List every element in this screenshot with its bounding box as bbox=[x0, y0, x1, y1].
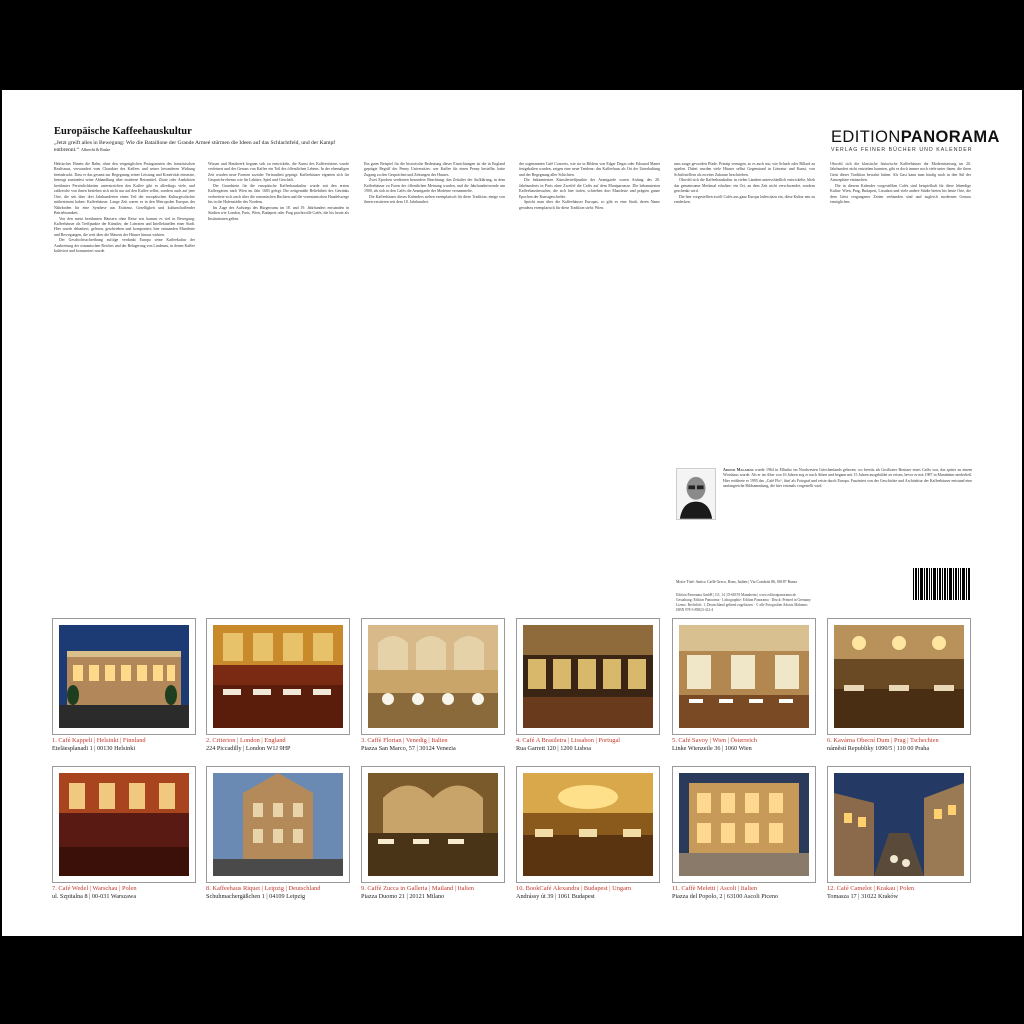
cafe-address: Piazza Duomo 21 | 20121 Milano bbox=[361, 893, 445, 900]
criterion-image bbox=[213, 625, 343, 728]
cafe-address: Andrássy út 39 | 1061 Budapest bbox=[516, 893, 595, 900]
cafe-photo bbox=[206, 618, 350, 735]
cafe-caption: 3. Caffè Florian | Venedig | Italien bbox=[361, 737, 448, 744]
paragraph: Von den meist berühmten Häusern ohne Reise erst kommt es viel in Bewegung: Kaffeehäuser als Treffpunkte der Künstler, der Literaten und Intellektuellen einer Stadt. Hier wurde debattiert, gelesen, geschrieben und komponiert; hier entstanden Manifeste und Bewegungen, die weit über die Mauern der Häuser hinaus wirkten. bbox=[54, 216, 195, 237]
cafe-caption: 8. Kaffeehaus Riquet | Leipzig | Deutschland bbox=[206, 885, 321, 892]
paragraph: Im Zuge des Aufstiegs des Bürgertums im 18. und 19. Jahrhundert entstanden in Städten wie London, Paris, Wien, Budapest oder Prag prachtvolle Cafés, die bis heute als Institutionen gelten. bbox=[208, 205, 349, 221]
cafe-caption: 7. Café Wedel | Warschau | Polen bbox=[52, 885, 137, 892]
cafe-thumbnail-5[interactable] bbox=[672, 618, 816, 752]
bookcafe-alexandra-image bbox=[523, 773, 653, 876]
caffe-florian-image bbox=[368, 625, 498, 728]
text-column-4 bbox=[519, 162, 660, 622]
cafe-wedel-image bbox=[59, 773, 189, 876]
cafe-caption: 6. Kavárna Obecní Dum | Prag | Tschechien bbox=[827, 737, 939, 744]
imprint-line: Lizenz, Rechtlich: 1. Deutschland geltend zugelassen · © alle Fotografien Adonis Malamos bbox=[676, 602, 808, 607]
cafe-photo bbox=[516, 766, 660, 883]
cafe-address: Piazza del Popolo, 2 | 63100 Ascoli Piceno bbox=[672, 893, 779, 900]
paragraph: Spricht man über die Kaffeehäuser Europas, so gibt es eine Stadt, deren Name geradezu exemplarisch für diese Tradition steht: Wien. bbox=[519, 200, 660, 210]
cafe-address: 224 Piccadilly | London W1J 9HP bbox=[206, 745, 291, 752]
cafe-address: Eteläesplanadi 1 | 00130 Helsinki bbox=[52, 745, 136, 752]
cafe-photo bbox=[52, 766, 196, 883]
cafe-address: Schuhmachergäßchen 1 | 04109 Leipzig bbox=[206, 893, 306, 900]
cafe-caption: 12. Café Camelot | Krakau | Polen bbox=[827, 885, 915, 892]
cafe-caption: 10. BookCafé Alexandra | Budapest | Ungarn bbox=[516, 885, 632, 892]
text-column-1 bbox=[54, 162, 195, 622]
page-title: Europäische Kaffeehauskultur bbox=[54, 126, 192, 137]
cafe-kappeli-image bbox=[59, 625, 189, 728]
photographer-name: Adonis Malamos bbox=[723, 468, 754, 472]
text-column-5 bbox=[674, 162, 815, 462]
cafe-photo bbox=[827, 618, 971, 735]
cafe-photo bbox=[516, 618, 660, 735]
cafe-thumbnail-12[interactable] bbox=[827, 766, 971, 900]
paragraph: Der Grundstein für die europäische Kaffeehauskultur wurde mit den ersten Kaffeegärten nach Wien im Jahr 1683 gelegt. Die zeitgemäße Beliebtheit des Getränks verbreitete sich rasch über die romanischen Buchten und die venezianischen Handelswege bis in die Hafenstädte des Nordens. bbox=[208, 183, 349, 205]
cafe-thumbnail-7[interactable] bbox=[52, 766, 196, 900]
text-column-2 bbox=[208, 162, 349, 622]
cafe-photo bbox=[672, 766, 816, 883]
paragraph: ums sauge geworden Pfade. Prinzip vernagen, so es auch nur, wie Schach oder Billard zu spielen. Dabei wurden viele Häuser selbst Gegenstand in Literatur und Kunst, von Schriftstellern als zweites Zuhause beschrieben. bbox=[674, 162, 815, 177]
paragraph: Zwei Epochen verdienen besondere Beachtung: das Zeitalter der Aufklärung, in dem Kaffeehäuser zu Foren der öffentlichen Meinung wurden, und die Jahrhundertwende um 1900, als sich in den Cafés die Avantgarde der Moderne versammelte. bbox=[364, 178, 505, 194]
cafe-caption: 11. Caffè Meletti | Ascoli | Italien bbox=[672, 885, 758, 892]
cafe-photo bbox=[52, 618, 196, 735]
publisher-tagline: VERLAG FEINER BÜCHER UND KALENDER bbox=[831, 147, 973, 153]
cafe-address: náměstí Republiky 1090/5 | 110 00 Praha bbox=[827, 745, 930, 752]
cover-motif-credit: Motiv Titel: Antico Caffè Greco, Rom, Italien | Via Condotti 86, 00187 Roma bbox=[676, 580, 797, 584]
cafe-caption: 9. Caffè Zucca in Galleria | Mailand | Italien bbox=[361, 885, 474, 892]
cafe-thumbnail-1[interactable] bbox=[52, 618, 196, 752]
imprint-line: Edition Panorama GmbH | G5, 14 | D-68159 Mannheim | www.editionpanorama.de bbox=[676, 593, 796, 597]
cafe-caption: 1. Café Kappeli | Helsinki | Finnland bbox=[52, 737, 146, 744]
paragraph: der sogenannten Café Concerts, wie sie in Bildern von Edgar Degas oder Edouard Manet festgehalten wurden, zeigen eine neue Tendenz: das Kaffeehaus als Ort der Unterhaltung und der Begegnung aller Schichten. bbox=[519, 162, 660, 177]
intro-quote bbox=[54, 140, 354, 153]
cafe-thumbnail-8[interactable] bbox=[206, 766, 350, 900]
photographer-bio bbox=[676, 468, 972, 544]
portrait-image bbox=[677, 469, 715, 519]
cafe-photo bbox=[361, 618, 505, 735]
riquet-image bbox=[213, 773, 343, 876]
imprint-line: Gestaltung: Edition Panorama · Lithographie: Edition Panorama · Druck: Printed in Germany bbox=[676, 597, 811, 602]
obecni-dum-image bbox=[834, 625, 964, 728]
paragraph: Der Geschichtsschreibung zufolge verdankt Europa seine Kaffeekultur der Ausbreitung der osmanischen Reiches und der Belagerung von Lindenau, in denen Kaffee kultiviert und konsumiert wurde. bbox=[54, 238, 195, 254]
cafe-address: Linke Wienzeile 36 | 1060 Wien bbox=[672, 745, 752, 752]
imprint-line: ISBN 978-3-89823-412-4 bbox=[676, 607, 714, 612]
cafe-caption: 5. Café Savoy | Wien | Österreich bbox=[672, 737, 758, 744]
paragraph: Obwohl sich die klassische historische Kaffeehäuser der Modernisierung im 20. Jahrhundert nicht entziehen konnten, gibt es doch immer noch viele unter ihnen, die ihren Geist dieser Tradition bewahrt haben. Als Gast kann man häufig noch in den Stil der Atmosphäre eintauchen. bbox=[830, 162, 971, 183]
caffe-meletti-image bbox=[679, 773, 809, 876]
logo-part-panorama: PANORAMA bbox=[900, 128, 1000, 146]
isbn-barcode bbox=[912, 568, 972, 600]
cafe-address: Tomasza 17 | 31022 Kraków bbox=[827, 893, 898, 900]
logo-part-edition: EDITION bbox=[831, 128, 901, 146]
photographer-portrait bbox=[676, 468, 716, 520]
cafe-savoy-image bbox=[679, 625, 809, 728]
text-column-3 bbox=[364, 162, 505, 622]
cafe-thumbnail-9[interactable] bbox=[361, 766, 505, 900]
cafe-photo bbox=[206, 766, 350, 883]
cafe-address: ul. Szpitalna 8 | 00-031 Warszawa bbox=[52, 893, 137, 900]
paragraph: Die Kaffeehäuser dieses Kalenders stehen exemplarisch für diese Tradition; einige von ihnen existieren seit dem 18. Jahrhundert. bbox=[364, 194, 505, 205]
paragraph: Die in diesem Kalender vorgestellten Cafés sind beispielhaft für diese lebendige Kultur: Wien, Prag, Budapest, Lissabon und viele andere Städte bieten bis heute Orte, die dem Geist vergangener Zeiten verbunden sind und zugleich modernen Genuss ermöglichen. bbox=[830, 183, 971, 205]
caffe-zucca-image bbox=[368, 773, 498, 876]
paragraph: Wissen und Handwerk begann sich zu entwickeln, die Kunst des Kaffeeröstens wurde verfeinert und der Genuss von Kaffee ein Teil des öffentlichen Lebens. In der ehemaligen Zeit wurden neue Formen sozialer Vertrautheit geprägt: Kaffeehäuser eigneten sich für Gespräche ebenso wie für Lektüre, Spiel und Geschäft. bbox=[208, 162, 349, 183]
publisher-logo bbox=[831, 128, 1000, 147]
cafe-photo bbox=[827, 766, 971, 883]
paragraph: Ein gutes Beispiel für die historische Bedeutung dieser Einrichtungen ist die in England geprägte Begriff der Penny Universities: wer Kaffee für einen Penny bestellte, hatte Zugang zu den Gesprächen und Zeitungen des Hauses. bbox=[364, 162, 505, 177]
paragraph: Die hier vorgestellten zwölf Cafés aus ganz Europa laden dazu ein, diese Kultur neu zu entdecken. bbox=[674, 194, 815, 205]
cafe-caption: 2. Criterion | London | England bbox=[206, 737, 286, 744]
cafe-thumbnail-4[interactable] bbox=[516, 618, 660, 752]
cafe-thumbnail-6[interactable] bbox=[827, 618, 971, 752]
cafe-address: Rua Garrett 120 | 1200 Lisboa bbox=[516, 745, 591, 752]
cafe-photo bbox=[361, 766, 505, 883]
cafe-address: Piazza San Marco, 57 | 30124 Venezia bbox=[361, 745, 456, 752]
cafe-thumbnail-2[interactable] bbox=[206, 618, 350, 752]
imprint bbox=[676, 593, 876, 613]
cafe-camelot-image bbox=[834, 773, 964, 876]
cafe-caption: 4. Café A Brasileira | Lissabon | Portugal bbox=[516, 737, 621, 744]
text-column-6 bbox=[830, 162, 971, 462]
quote-source: Albrecht & Ruske bbox=[81, 146, 111, 152]
cafe-thumbnail-11[interactable] bbox=[672, 766, 816, 900]
calendar-back-page bbox=[2, 90, 1022, 936]
paragraph: Hektisches Hinein die Bahn, ohne den vergnüglichen Protagonisten des französischen Realismus, verwundert vom Charakter des Kaffees und seiner besonderen Wirkung beeindruckt. Dass er das gesamt zur Begegnung seiner Leistung und Kreativität einsetzte, bezeugt zumindest seine Abhandlung über moderne Reizmittel. Zitate oder Anekdoten berühmter Persönlichkeiten unterstreichen den Kaffee gibt es allerdings viele, und zahlreiche von ihnen beziehen sich nicht nur auf den Kaffee selbst, sondern auch auf jene Orte, die seit über drei Jahrhunderten einen Teil der europäischen Kulturgeschichte mitbestimmt haben: Kaffeehäuser. Lange Zeit waren es in den Metropolen Europas der Nährboden für eine Synthese aus Existenz, Geselligkeit und kulturschaffender Betriebsamkeit. bbox=[54, 162, 195, 216]
bio-text bbox=[723, 468, 972, 490]
quote-text: „Jetzt greift alles in Bewegung: Wie die Bataillone der Grande Armeé stürmen die Ideen auf das Schlachtfeld, und der Kampf entbrennt.“ bbox=[54, 140, 336, 153]
paragraph: Obwohl sich die Kaffeehauskultur in vielen Ländern unterschiedlich entwickelte, blieb das gemeinsame Merkmal erhalten: ein Ort, an dem Zeit nicht verschwendet, sondern geschenkt wird. bbox=[674, 178, 815, 194]
cafe-photo bbox=[672, 618, 816, 735]
cafe-thumbnail-10[interactable] bbox=[516, 766, 660, 900]
brasileira-image bbox=[523, 625, 653, 728]
paragraph: Die bekanntesten Künstlertreffpunkte der Avantgarde waren Anfang des 20. Jahrhunderts in Paris ohne Zweifel die Cafés auf dem Montparnasse. Die bekanntesten Kaffeehausbesucher, die sich hier trafen, schrieben dort Manifeste und prägten ganze Epochen der Kunstgeschichte. bbox=[519, 178, 660, 199]
bio-body: wurde 1964 in Elliniko im Nordwesten Griechenlands geboren; wo bereits als Großvater Besitzer eines Cafés war, das später zu einem Wirtshaus wurde. Als er im Alter von 16 Jahren zog er nach Athen und begann mit 15 Jahren ausgebildet zu reisen, bevor er mit 1987 in Mannheim niederließ. Hier eröffnete er 1995 das „Café Flo“, fünf als Fotograf und reiste durch Europa. Fasziniert von der Geschichte und Architektur der Kaffeehäuser entstand eine umfangreiche Bildsammlung, die hier erstmals vorgestellt wird. bbox=[723, 468, 972, 489]
cafe-thumbnail-3[interactable] bbox=[361, 618, 505, 752]
